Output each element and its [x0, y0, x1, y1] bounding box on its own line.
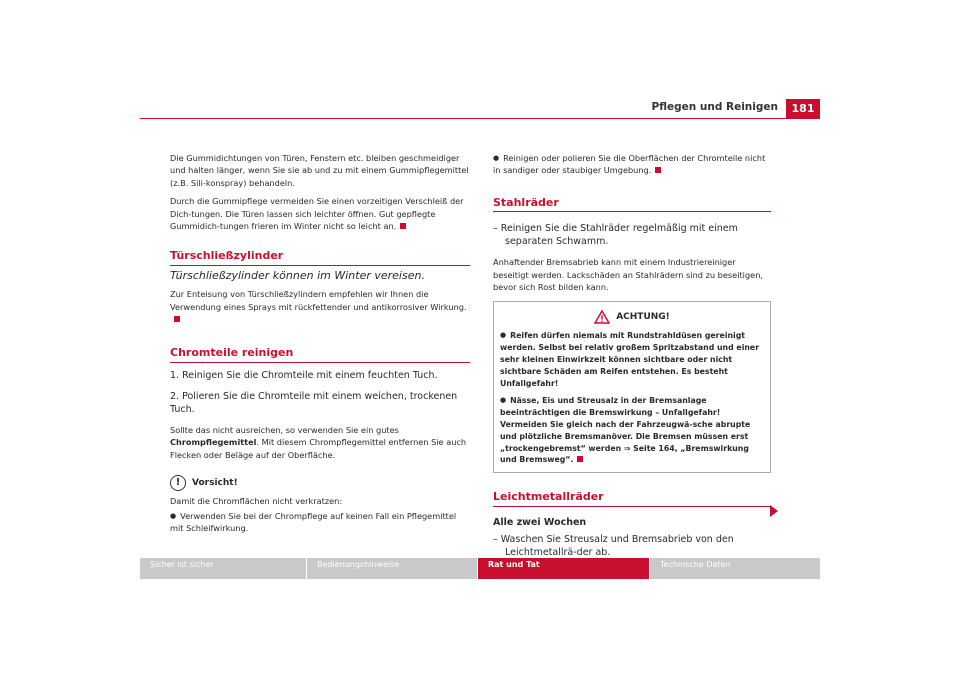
notice-bullet-2 [493, 152, 771, 177]
header-rule [140, 118, 820, 119]
warning-bullet-2 [500, 395, 764, 466]
end-mark-icon [655, 167, 661, 173]
chrome-text-b: . Mit diesem Chrompflegemittel entfernen Sie auch Flecken oder Beläge auf der Oberfläche. [170, 437, 467, 460]
chrome-text-bold: Chrompflegemittel [170, 437, 257, 448]
warning-heading [500, 310, 764, 324]
page-header-title: Pflegen und Reinigen [651, 101, 778, 113]
warning-bullet-1: ● Reifen dürfen niemals mit Rundstrahldüsen gereinigt werden. Selbst bei relativ großem Spritzabstand und einer sehr kleinen Einwirkzeit können sichtbare oder nicht sichtbare Schäden am Reifen entstehen. Es besteht Unfallgefahr! [500, 330, 764, 389]
footer-tab-sicher[interactable]: Sicher ist sicher [140, 558, 306, 579]
end-mark-icon [577, 456, 583, 462]
exclamation-icon: ! [170, 475, 186, 491]
section-title-tuerschliesszylinder: Türschließzylinder [170, 250, 470, 265]
steel-wheels-text: Anhaftender Bremsabrieb kann mit einem Industriereiniger beseitigt werden. Lackschäden an Stahlrädern sind zu beseitigen, bevor sich Rost bilden kann. [493, 257, 763, 293]
section-subtitle: Türschließzylinder können im Winter vereisen. [170, 268, 425, 282]
step-1: 1. Reinigen Sie die Chromteile mit einem feuchten Tuch. [170, 369, 438, 381]
notice-bullet-1: ● Verwenden Sie bei der Chrompflege auf keinen Fall ein Pflegemittel mit Schleifwirkung. [170, 510, 470, 535]
footer-tab-bedienung[interactable]: Bedienungshinweise [307, 558, 477, 579]
end-mark-icon [400, 223, 406, 229]
warning-title: ACHTUNG! [616, 311, 670, 322]
step-steel-wheels: – Reinigen Sie die Stahlräder regelmäßig mit einem separaten Schwamm. [493, 223, 738, 248]
continue-arrow-icon [770, 505, 778, 517]
page-number: 181 [786, 99, 820, 119]
left-column [170, 152, 470, 540]
section-title-stahlraeder: Stahlräder [493, 197, 771, 212]
notice-bullet-2-text: Reinigen oder polieren Sie die Oberflächen der Chromteile nicht in sandiger oder staubiger Umgebung. [493, 153, 766, 176]
step-2: 2. Polieren Sie die Chromteile mit einem weichen, trockenen Tuch. [170, 390, 458, 415]
chrome-text [170, 424, 470, 461]
section-title-leichtmetallraeder: Leichtmetallräder [493, 491, 771, 506]
notice-title: Vorsicht! [192, 477, 238, 488]
step-alloy-wheels: – Waschen Sie Streusalz und Bremsabrieb von den Leichtmetallrä-der ab. [493, 534, 734, 559]
intro-paragraph-1: Die Gummidichtungen von Türen, Fenstern etc. bleiben geschmeidiger und halten länger, wenn Sie sie ab und zu mit einem Gummipflegemittel (z.B. Sili-konspray) behandeln. [170, 153, 469, 188]
subsection-title: Alle zwei Wochen [493, 516, 587, 528]
right-column [493, 152, 771, 567]
intro-paragraph-2-text: Durch die Gummipflege vermeiden Sie einen vorzeitigen Verschleiß der Dich-tungen. Die Türen lassen sich leichter öffnen. Gut gepflegte Gummidich-tungen frieren im Winter nicht so leicht an. [170, 196, 464, 232]
notice-intro: Damit die Chromflächen nicht verkratzen: [170, 496, 343, 507]
warning-triangle-icon [594, 310, 610, 324]
footer-tab-rat-und-tat[interactable]: Rat und Tat [478, 558, 649, 579]
intro-paragraph-2 [170, 195, 470, 232]
end-mark-icon [174, 316, 180, 322]
section-text-content: Zur Enteisung von Türschließzylindern empfehlen wir Ihnen die Verwendung eines Sprays mit rückfettender und antikorrosiver Wirkung. [170, 289, 467, 312]
section-title-chromteile: Chromteile reinigen [170, 347, 470, 362]
chrome-text-a: Sollte das nicht ausreichen, so verwenden Sie ein gutes [170, 424, 399, 435]
notice-heading [170, 475, 470, 491]
warning-bullet-2-text: Nässe, Eis und Streusalz in der Bremsanlage beeinträchtigen die Bremswirkung – Unfallgefahr! Vermeiden Sie gleich nach der Fahrzeugwä-sche abrupte und plötzliche Bremsmanöver. Die Bremsen müssen erst „trockengebremst“ werden ⇒ Seite 164, „Bremswirkung und Bremsweg“. [500, 396, 751, 465]
warning-box [493, 301, 771, 473]
footer-tab-technische-daten[interactable]: Technische Daten [650, 558, 820, 579]
section-text [170, 288, 470, 325]
